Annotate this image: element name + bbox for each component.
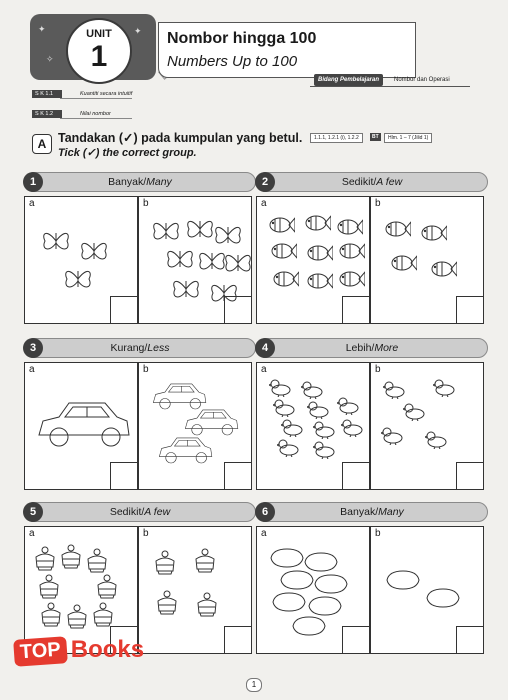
unit-title-malay: Nombor hingga 100: [167, 30, 317, 47]
butterfly-icon: [185, 217, 215, 246]
cake-icon: [193, 547, 217, 578]
panel-title: Banyak/Many: [108, 176, 172, 188]
question-panel-6: [256, 502, 488, 654]
question-panel-2: [256, 172, 488, 324]
duck-icon: [341, 419, 363, 442]
option-a: [256, 196, 370, 324]
sk-code: S K 1.2: [32, 110, 62, 118]
car-icon: [35, 395, 131, 454]
panel-header: [256, 502, 488, 522]
lemon-icon: [271, 591, 307, 618]
duck-icon: [337, 397, 359, 420]
unit-number: 1: [90, 40, 108, 73]
panel-title: Sedikit/A few: [341, 176, 403, 188]
instruction-malay: Tandakan (✓) pada kumpulan yang betul.: [58, 131, 303, 145]
option-letter: a: [29, 198, 35, 209]
unit-label: UNIT: [86, 28, 112, 40]
panel-title-malay: Banyak: [108, 176, 144, 188]
cake-icon: [65, 603, 89, 634]
divider: [60, 98, 132, 99]
logo-books: Books: [70, 636, 145, 663]
butterfly-icon: [165, 247, 195, 276]
instruction-english: Tick (✓) the correct group.: [58, 147, 197, 159]
option-letter: a: [261, 364, 267, 375]
butterfly-icon: [79, 239, 109, 268]
panel-title-english: Many: [146, 176, 172, 188]
page-ref: Hlm. 1 – 7 (Jilid 1): [384, 133, 432, 143]
option-b: [138, 196, 252, 324]
option-a: [256, 526, 370, 654]
tick-box-b[interactable]: [224, 626, 251, 653]
option-a: [24, 362, 138, 490]
option-a: [24, 526, 138, 654]
option-b-picture: [375, 209, 479, 299]
fish-icon: [307, 243, 333, 268]
unit-badge: [66, 18, 132, 84]
learning-area-label: Bidang Pembelajaran: [314, 74, 383, 86]
section-badge: A: [32, 134, 52, 154]
option-b-picture: [143, 539, 247, 629]
fish-icon: [305, 213, 331, 238]
option-b: [370, 526, 484, 654]
tick-box-b[interactable]: [224, 296, 251, 323]
panel-title-english: Many: [378, 506, 404, 518]
question-number: 2: [255, 172, 275, 192]
option-letter: a: [261, 528, 267, 539]
tick-box-a[interactable]: [342, 462, 369, 489]
panel-header: [256, 338, 488, 358]
question-panel-1: [24, 172, 256, 324]
question-number: 4: [255, 338, 275, 358]
panel-title-english: A few: [376, 176, 403, 188]
option-a: [24, 196, 138, 324]
duck-icon: [383, 381, 405, 404]
duck-icon: [277, 439, 299, 462]
panel-title-malay: Banyak: [340, 506, 376, 518]
tick-box-b[interactable]: [456, 296, 483, 323]
fish-icon: [339, 241, 365, 266]
panel-header: [24, 172, 256, 192]
lemon-icon: [425, 587, 461, 614]
fish-icon: [337, 217, 363, 242]
option-letter: b: [375, 528, 381, 539]
fish-icon: [339, 269, 365, 294]
panel-header: [24, 502, 256, 522]
lemon-icon: [291, 615, 327, 642]
butterfly-icon: [41, 229, 71, 258]
fish-icon: [271, 241, 297, 266]
sparkle-icon: ✧: [46, 54, 54, 64]
option-letter: b: [143, 198, 149, 209]
option-b-picture: [375, 539, 479, 629]
unit-title-english: Numbers Up to 100: [167, 53, 298, 70]
option-letter: b: [143, 364, 149, 375]
cake-icon: [95, 573, 119, 604]
question-number: 1: [23, 172, 43, 192]
tick-box-a[interactable]: [110, 296, 137, 323]
option-letter: b: [143, 528, 149, 539]
option-letter: a: [261, 198, 267, 209]
option-a-picture: [261, 539, 365, 629]
question-panel-5: [24, 502, 256, 654]
duck-icon: [313, 441, 335, 464]
page-number: 1: [246, 678, 262, 692]
tick-box-a[interactable]: [342, 626, 369, 653]
unit-title-box: [158, 22, 416, 78]
topbooks-logo: [14, 636, 144, 665]
sk-code: S K 1.1: [32, 90, 62, 98]
duck-icon: [425, 431, 447, 454]
butterfly-icon: [223, 251, 253, 280]
sparkle-icon: ✦: [38, 24, 46, 34]
tick-box-a[interactable]: [110, 462, 137, 489]
question-number: 3: [23, 338, 43, 358]
option-letter: a: [29, 364, 35, 375]
tick-box-b[interactable]: [456, 626, 483, 653]
cake-icon: [155, 589, 179, 620]
option-letter: b: [375, 198, 381, 209]
fish-icon: [307, 271, 333, 296]
cake-icon: [39, 601, 63, 632]
tick-box-b[interactable]: [224, 462, 251, 489]
panel-title: Banyak/Many: [340, 506, 404, 518]
option-a-picture: [261, 375, 365, 465]
fish-icon: [431, 259, 457, 284]
option-letter: a: [29, 528, 35, 539]
option-b: [138, 526, 252, 654]
panel-title: Sedikit/A few: [109, 506, 171, 518]
panel-header: [256, 172, 488, 192]
panel-title-english: Less: [147, 342, 170, 354]
panel-title-malay: Sedikit: [109, 506, 142, 518]
duck-icon: [381, 427, 403, 450]
sk-text: Nilai nombor: [80, 111, 111, 117]
fish-icon: [269, 215, 295, 240]
fish-icon: [421, 223, 447, 248]
option-a-picture: [29, 209, 133, 299]
fish-icon: [385, 219, 411, 244]
panel-title: Lebih/More: [345, 342, 399, 354]
panel-title-malay: Sedikit: [341, 176, 374, 188]
fish-icon: [391, 253, 417, 278]
cake-icon: [33, 545, 57, 576]
question-panel-4: [256, 338, 488, 490]
option-b-picture: [143, 209, 247, 299]
cake-icon: [37, 573, 61, 604]
tick-box-a[interactable]: [342, 296, 369, 323]
panel-title-english: More: [374, 342, 399, 354]
tick-box-b[interactable]: [456, 462, 483, 489]
butterfly-icon: [151, 219, 181, 248]
option-b: [370, 196, 484, 324]
butterfly-icon: [63, 267, 93, 296]
option-a-picture: [261, 209, 365, 299]
learning-area-value: Nombor dan Operasi: [394, 77, 450, 83]
cake-icon: [153, 549, 177, 580]
panel-header: [24, 338, 256, 358]
option-letter: b: [375, 364, 381, 375]
panel-title-malay: Kurang: [110, 342, 145, 354]
duck-icon: [403, 403, 425, 426]
panel-title-malay: Lebih: [345, 342, 372, 354]
divider: [310, 86, 470, 87]
option-b-picture: [375, 375, 479, 465]
question-number: 6: [255, 502, 275, 522]
option-a-picture: [29, 539, 133, 629]
duck-icon: [433, 379, 455, 402]
option-b-picture: [143, 375, 247, 465]
divider: [60, 118, 132, 119]
option-a: [256, 362, 370, 490]
sk-text: Kuantiti secara intuitif: [80, 91, 133, 97]
cake-icon: [195, 591, 219, 622]
bt-label: BT: [372, 134, 379, 140]
panel-title-english: A few: [144, 506, 171, 518]
panel-title: Kurang/Less: [110, 342, 170, 354]
lemon-icon: [385, 569, 421, 596]
standards-ref: 1.1.1, 1.2.1 (i), 1.2.2: [310, 133, 363, 143]
option-b: [370, 362, 484, 490]
fish-icon: [273, 269, 299, 294]
sparkle-icon: ✦: [134, 26, 142, 36]
option-a-picture: [29, 375, 133, 465]
butterfly-icon: [213, 223, 243, 252]
cake-icon: [59, 543, 83, 574]
car-icon: [157, 433, 213, 470]
question-number: 5: [23, 502, 43, 522]
question-panel-3: [24, 338, 256, 490]
butterfly-icon: [171, 277, 201, 306]
logo-top: TOP: [13, 636, 68, 667]
option-b: [138, 362, 252, 490]
